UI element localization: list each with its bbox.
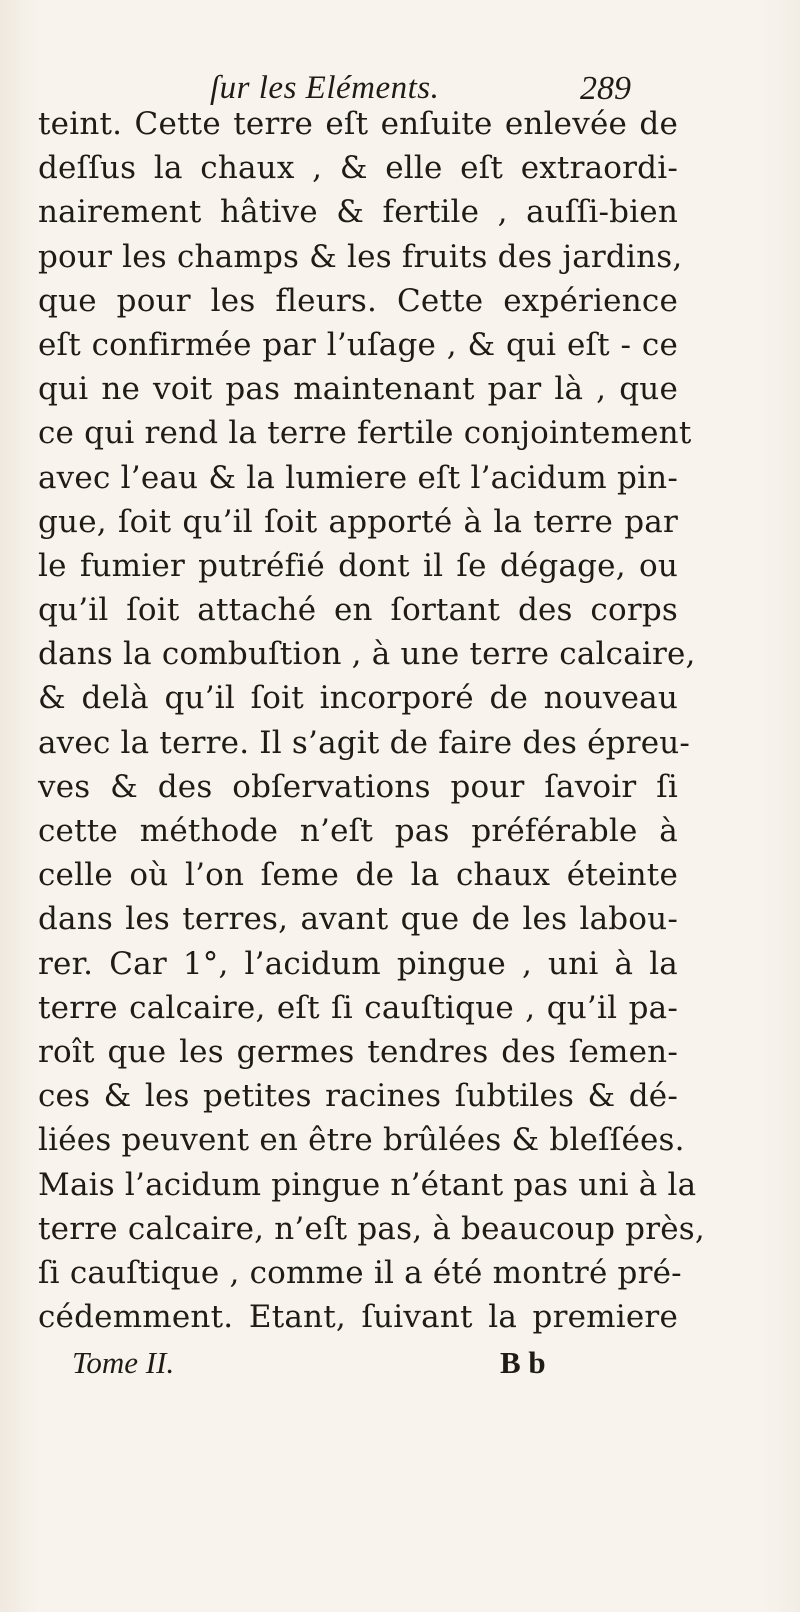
text-line: teint. Cette terre eſt enſuite enlevée de xyxy=(38,106,678,142)
text-line: celle où l’on ſeme de la chaux éteinte xyxy=(38,857,678,894)
page-footer xyxy=(0,1345,800,1385)
text-line: que pour les fleurs. Cette expérience xyxy=(38,282,678,319)
text-line: cédemment. Etant, ſuivant la premiere xyxy=(38,1299,678,1336)
text-line: ſi cauſtique , comme il a été montré pré- xyxy=(38,1254,682,1291)
body-text xyxy=(38,102,705,1339)
text-line: terre calcaire, n’eſt pas, à beaucoup près, xyxy=(38,1210,705,1247)
text-line: ces & les petites racines ſubtiles & dé- xyxy=(38,1078,678,1115)
text-line: eſt confirmée par l’uſage , & qui eſt - ce xyxy=(38,326,678,363)
text-line: cette méthode n’eſt pas préférable à xyxy=(38,813,678,849)
text-line: qui ne voit pas maintenant par là , que xyxy=(38,371,678,408)
running-head: ſur les Eléments. xyxy=(210,70,440,106)
text-line: deſſus la chaux , & elle eſt extraordi- xyxy=(38,150,678,187)
gathering-mark: B b xyxy=(500,1345,546,1380)
text-line: rer. Car 1°, l’acidum pingue , uni à la xyxy=(38,945,678,982)
text-line: avec la terre. Il s’agit de faire des épreu- xyxy=(38,724,691,761)
page-number: 289 xyxy=(580,70,631,107)
text-line: pour les champs & les fruits des jardins, xyxy=(38,238,683,275)
text-line: ves & des obſervations pour ſavoir ſi xyxy=(38,768,678,805)
text-line: nairement hâtive & fertile , auſſi-bien xyxy=(38,194,678,231)
text-line: qu’il ſoit attaché en ſortant des corps xyxy=(38,592,678,629)
volume-signature: Tome II. xyxy=(72,1345,175,1380)
text-line: & delà qu’il ſoit incorporé de nouveau xyxy=(38,680,678,717)
text-line: gue, ſoit qu’il ſoit apporté à la terre par xyxy=(38,503,678,540)
text-line: dans la combuſtion , à une terre calcaire, xyxy=(38,636,696,673)
text-line: le fumier putréfié dont il ſe dégage, ou xyxy=(38,547,678,584)
text-line: terre calcaire, eſt ſi cauſtique , qu’il pa- xyxy=(38,989,678,1026)
text-line: dans les terres, avant que de les labou- xyxy=(38,901,678,938)
text-line: Mais l’acidum pingue n’étant pas uni à la xyxy=(38,1166,697,1203)
text-line: avec l’eau & la lumiere eſt l’acidum pin- xyxy=(38,459,678,496)
text-line: liées peuvent en être brûlées & bleſſées. xyxy=(38,1122,685,1159)
text-line: ce qui rend la terre fertile conjointement xyxy=(38,415,692,452)
text-line: roît que les germes tendres des ſemen- xyxy=(38,1033,678,1070)
